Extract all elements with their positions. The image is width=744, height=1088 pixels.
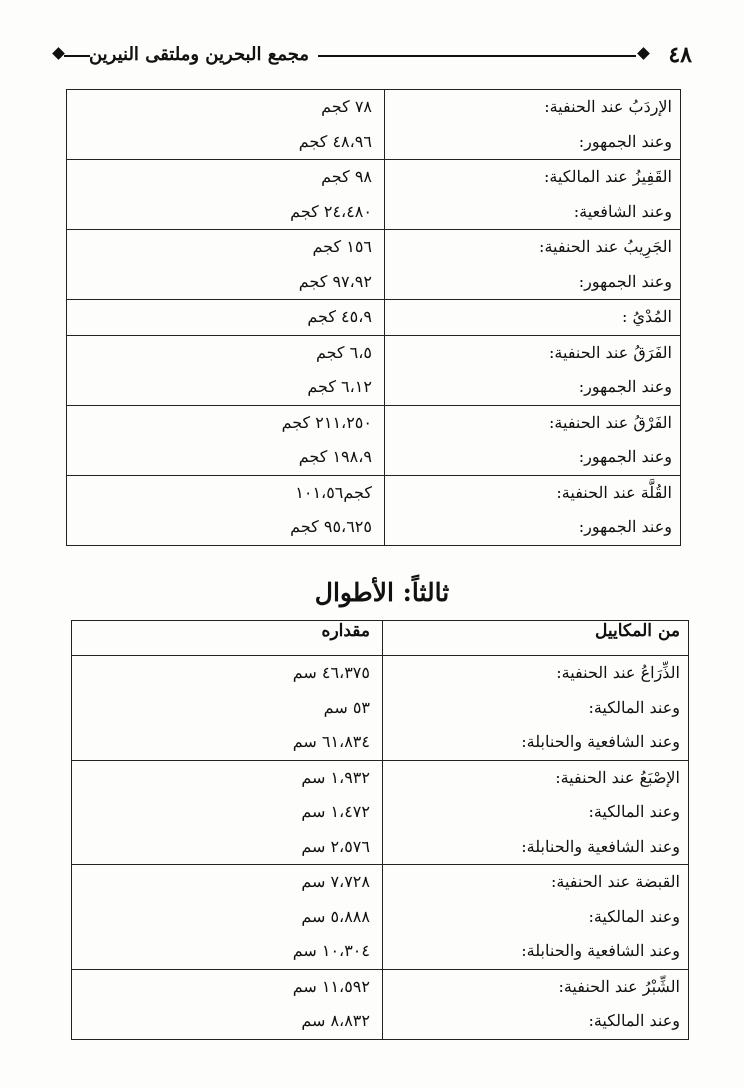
measure-value: ٤٥،٩ كجم xyxy=(307,307,372,326)
table-row xyxy=(72,969,689,1039)
measure-cell xyxy=(383,969,689,1039)
measure-label: الفَرْقُ عند الحنفية: xyxy=(549,412,672,432)
amount-cell xyxy=(67,300,385,336)
measure-label: القَفِيزُ عند المالكية: xyxy=(543,167,672,186)
measure-value: ٥٣ سم xyxy=(323,697,370,717)
measure-label: وعند الجمهور: xyxy=(578,377,672,396)
table-row xyxy=(67,90,681,160)
measure-value: ٩٧،٩٢ كجم xyxy=(298,271,372,291)
measure-label: وعند الجمهور: xyxy=(578,131,672,151)
amount-cell xyxy=(72,969,383,1039)
measure-label: الإردَبُ عند الحنفية: xyxy=(544,97,672,116)
measure-label: وعند الجمهور: xyxy=(578,517,672,536)
measure-value: ٧٨ كجم xyxy=(321,97,372,116)
measure-cell xyxy=(385,405,681,475)
measure-label: الشِّبْرُ عند الحنفية: xyxy=(558,976,680,996)
measure-label: الذِّرَاعُ عند الحنفية: xyxy=(556,663,680,682)
measure-cell xyxy=(385,160,681,230)
measure-value: ٩٨ كجم xyxy=(321,167,372,186)
amount-cell xyxy=(67,335,385,405)
amount-cell xyxy=(67,230,385,300)
measure-cell xyxy=(385,300,681,336)
measure-cell xyxy=(385,335,681,405)
table-row xyxy=(72,656,689,761)
measure-value: ٦١،٨٣٤ سم xyxy=(292,732,370,751)
measure-value: ١،٤٧٢ سم xyxy=(301,802,370,821)
measure-label: الفَرَقُ عند الحنفية: xyxy=(549,342,672,362)
measure-value: ٦،٥ كجم xyxy=(315,342,372,362)
measure-value: ١،٩٣٢ سم xyxy=(301,767,370,787)
table-row xyxy=(67,335,681,405)
table-row xyxy=(67,475,681,545)
table-row xyxy=(67,160,681,230)
measure-label: وعند المالكية: xyxy=(588,906,680,926)
running-title: مجمع البحرين وملتقى النيرين xyxy=(88,44,309,65)
measure-value: ١٠،٣٠٤ سم xyxy=(292,941,370,960)
measure-cell xyxy=(383,865,689,970)
measure-cell xyxy=(383,656,689,761)
measure-label: وعند المالكية: xyxy=(588,697,680,717)
measure-label: وعند المالكية: xyxy=(588,1011,680,1030)
table-row xyxy=(67,300,681,336)
measure-value: ٥،٨٨٨ سم xyxy=(301,906,370,926)
column-header-measure: من المكاييل xyxy=(383,621,689,656)
amount-cell xyxy=(72,760,383,865)
measure-label: الإصْبَعُ عند الحنفية: xyxy=(555,767,680,787)
measure-value: ٦،١٢ كجم xyxy=(307,377,372,396)
table-row xyxy=(72,865,689,970)
amount-cell xyxy=(72,865,383,970)
measure-value: ١٩٨،٩ كجم xyxy=(298,447,372,466)
amount-cell xyxy=(67,160,385,230)
length-table-header xyxy=(72,621,689,656)
measure-cell xyxy=(383,760,689,865)
amount-cell xyxy=(67,405,385,475)
measure-label: وعند الشافعية والحنابلة: xyxy=(521,836,680,856)
measure-label: الجَرِيبُ عند الحنفية: xyxy=(539,237,672,256)
header-rule-left xyxy=(64,55,90,57)
measure-value: ١٥٦ كجم xyxy=(312,237,372,256)
volume-table xyxy=(66,89,681,546)
measure-label: وعند الشافعية والحنابلة: xyxy=(521,941,680,960)
column-header-amount: مقداره xyxy=(72,621,383,656)
section-title: ثالثاً: الأطوال xyxy=(314,578,450,607)
measure-label: القبضة عند الحنفية: xyxy=(550,872,680,891)
measure-label: وعند الشافعية: xyxy=(573,201,672,221)
header-rule-right xyxy=(318,55,636,57)
measure-label: المُدْيُ : xyxy=(622,307,672,326)
measure-cell xyxy=(385,90,681,160)
measure-value: ١١،٥٩٢ سم xyxy=(292,976,370,996)
measure-value: ٢،٥٧٦ سم xyxy=(301,836,370,856)
amount-cell xyxy=(67,90,385,160)
table-row xyxy=(67,230,681,300)
header-ornament-right xyxy=(637,47,650,60)
measure-cell xyxy=(385,475,681,545)
measure-value: ٢٤،٤٨٠ كجم xyxy=(290,201,372,221)
measure-value: ٧،٧٢٨ سم xyxy=(301,872,370,891)
length-table xyxy=(71,620,689,1040)
measure-label: وعند المالكية: xyxy=(588,802,680,821)
table-row xyxy=(72,760,689,865)
page-number: ٤٨ xyxy=(668,42,692,68)
amount-cell xyxy=(67,475,385,545)
measure-label: وعند الجمهور: xyxy=(578,271,672,291)
measure-value: كجم١٠١،٥٦ xyxy=(295,482,372,502)
measure-value: ٤٦،٣٧٥ سم xyxy=(292,663,370,682)
table-row xyxy=(67,405,681,475)
amount-cell xyxy=(72,656,383,761)
header-ornament-left xyxy=(52,47,65,60)
measure-label: القُلَّة عند الحنفية: xyxy=(556,482,672,502)
measure-value: ٢١١،٢٥٠ كجم xyxy=(281,412,372,432)
length-table-body xyxy=(72,656,689,1040)
measure-value: ٤٨،٩٦ كجم xyxy=(298,131,372,151)
measure-cell xyxy=(385,230,681,300)
measure-value: ٨،٨٣٢ سم xyxy=(301,1011,370,1030)
measure-label: وعند الشافعية والحنابلة: xyxy=(521,732,680,751)
volume-table-body xyxy=(67,90,681,546)
running-header xyxy=(52,42,692,72)
measure-label: وعند الجمهور: xyxy=(578,447,672,466)
measure-value: ٩٥،٦٢٥ كجم xyxy=(290,517,372,536)
